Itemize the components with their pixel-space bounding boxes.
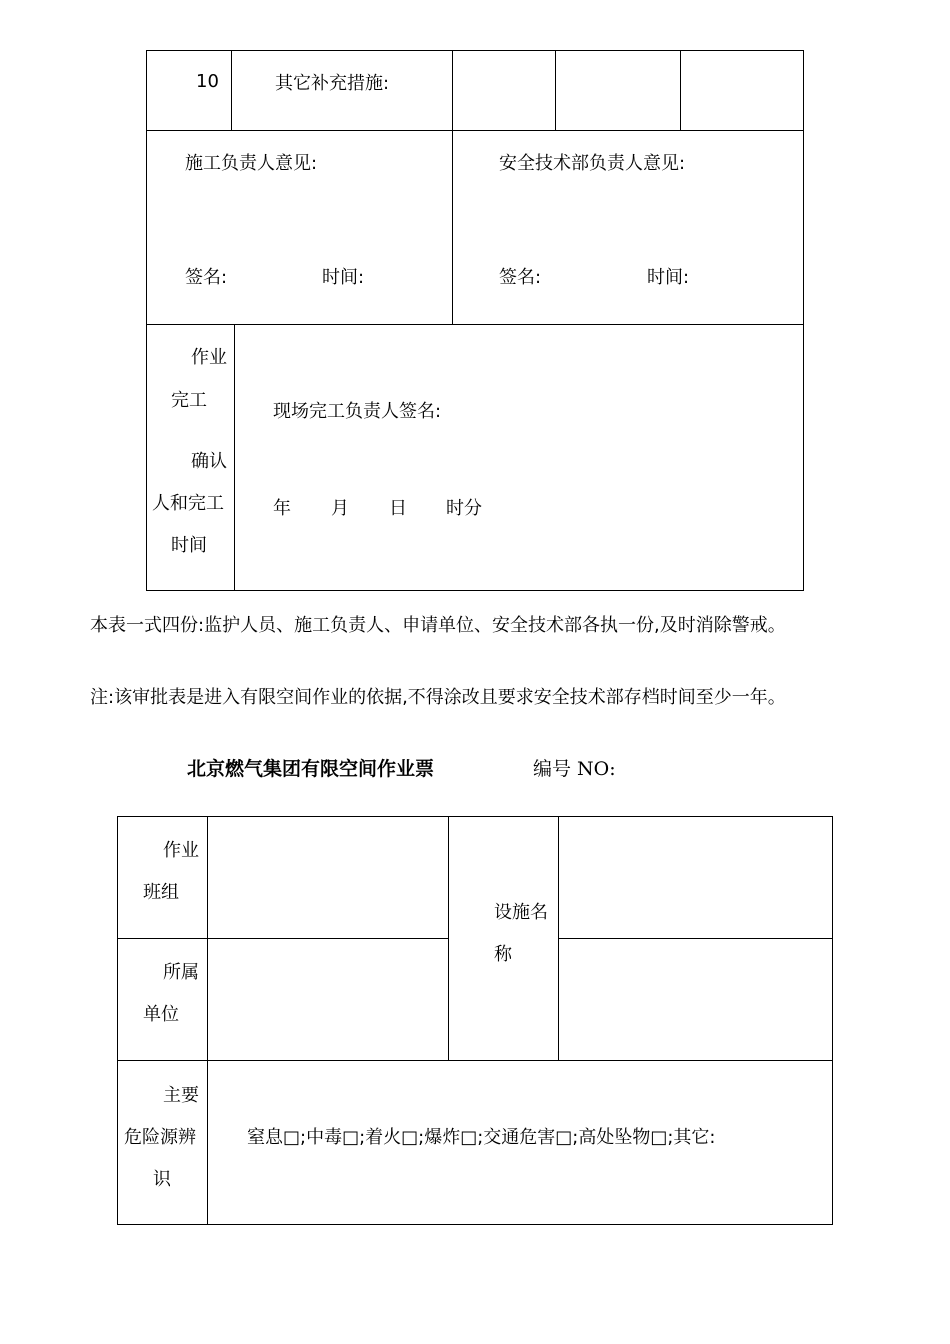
archive-remark: 注:该审批表是进入有限空间作业的依据,不得涂改且要求安全技术部存档时间至少一年。 [90,687,786,708]
table2-center-divider [448,816,449,1060]
hour-minute-label: 时分 [446,498,482,519]
completion-label-line3: 确认 [191,451,227,472]
time-label-right: 时间: [647,267,690,288]
month-label: 月 [331,498,349,519]
unit-label-line1: 所属 [163,962,199,983]
time-label-left: 时间: [322,267,365,288]
copies-note: 本表一式四份:监护人员、施工负责人、申请单位、安全技术部各执一份,及时消除警戒。 [90,615,786,636]
table2-bottom-border [117,1224,833,1225]
signature-label-right: 签名: [499,267,542,288]
completion-label-line4: 人和完工 [152,493,224,514]
table1-row-divider-2 [146,324,804,325]
completion-label-line2: 完工 [171,390,207,411]
row-number: 10 [196,71,219,92]
table1-row10-divider-c [555,50,556,130]
table2-right-border [832,816,833,1225]
table1-top-border [146,50,804,51]
hazard-label-line3: 识 [153,1169,171,1190]
table2-left-row-divider [117,938,449,939]
completion-label-line1: 作业 [191,347,227,368]
table1-row10-divider-d [680,50,681,130]
hazard-label-line2: 危险源辨 [124,1127,196,1148]
table1-center-divider [452,50,453,324]
table1-bottom-border [146,590,804,591]
hazard-label-line1: 主要 [163,1085,199,1106]
table1-row-divider-1 [146,130,804,131]
construction-lead-opinion-label: 施工负责人意见: [185,153,318,174]
work-team-label-line1: 作业 [163,840,199,861]
table1-row10-divider-a [231,50,232,130]
work-team-label-line2: 班组 [143,882,179,903]
signature-label-left: 签名: [185,267,228,288]
table1-left-border [146,50,147,591]
table2-right-row-divider [558,938,833,939]
day-label: 日 [389,498,407,519]
table2-row-divider [117,1060,833,1061]
table2-top-border [117,816,833,817]
table1-completion-divider [234,324,235,590]
facility-name-label-line1: 设施名 [494,902,548,923]
ticket-title: 北京燃气集团有限空间作业票 [187,758,435,780]
facility-name-label-line2: 称 [494,944,512,965]
unit-label-line2: 单位 [143,1004,179,1025]
table2-facility-divider [558,816,559,1060]
completion-label-line5: 时间 [171,535,207,556]
table1-right-border [803,50,804,591]
onsite-completion-signature-label: 现场完工负责人签名: [273,401,442,422]
table2-label-divider [207,816,208,1225]
hazard-options: 窒息□;中毒□;着火□;爆炸□;交通危害□;高处坠物□;其它: [247,1127,716,1148]
safety-dept-opinion-label: 安全技术部负责人意见: [499,153,686,174]
table2-left-border [117,816,118,1225]
supplementary-measures-label: 其它补充措施: [275,73,390,94]
ticket-number-label: 编号 NO: [533,758,616,780]
year-label: 年 [273,498,291,519]
